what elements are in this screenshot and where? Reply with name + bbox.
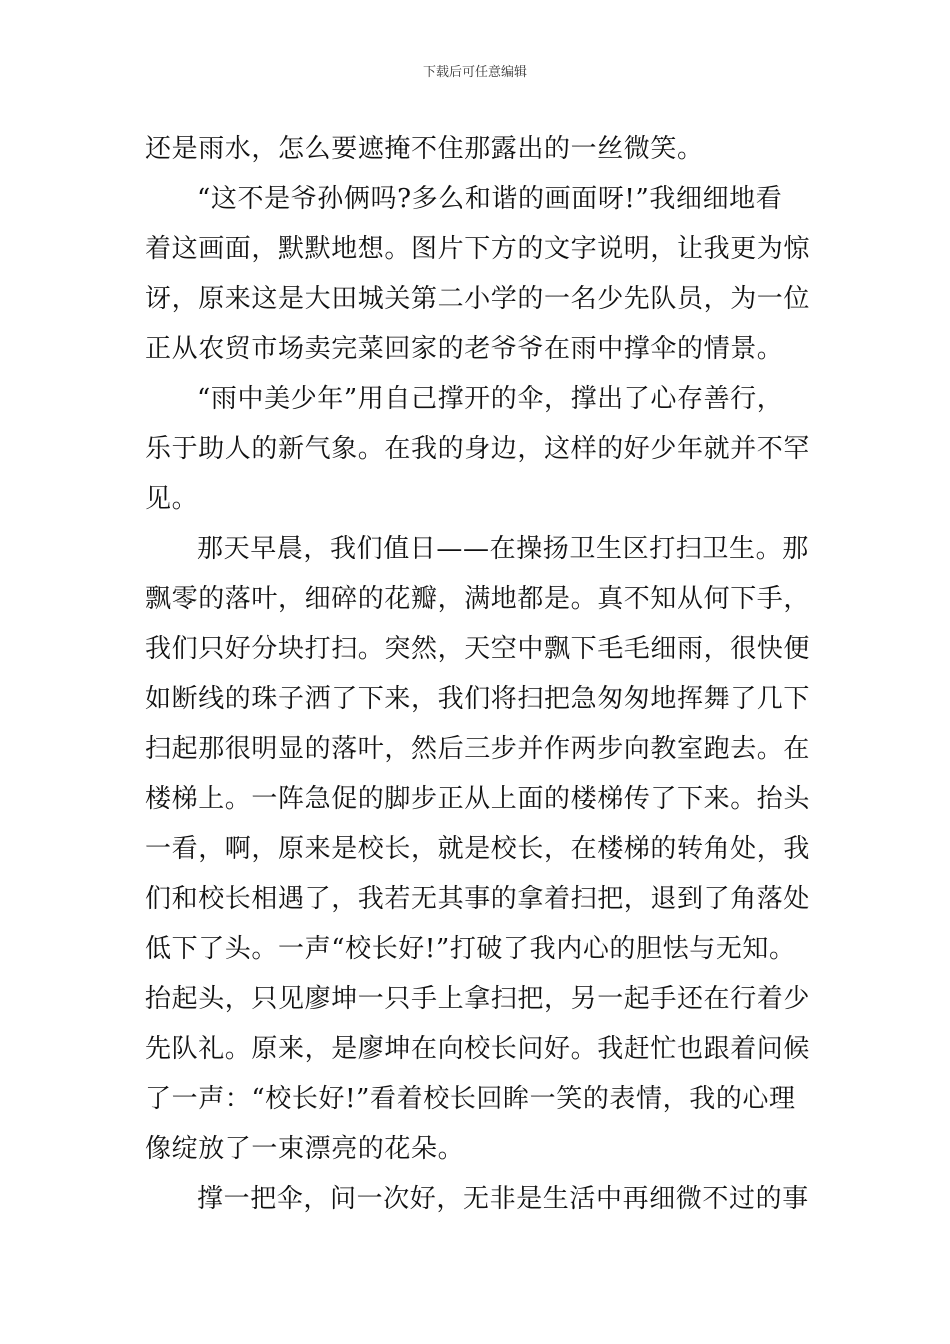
- text-line: 乐于助人的新气象。在我的身边，这样的好少年就并不罕: [145, 434, 811, 464]
- text-line: 正从农贸市场卖完菜回家的老爷爷在雨中撑伞的情景。: [145, 334, 784, 364]
- text-line: “这不是爷孙俩吗?多么和谐的画面呀!”我细细地看: [197, 184, 783, 214]
- text-line: “雨中美少年”用自己撑开的伞，撑出了心存善行，: [197, 384, 784, 414]
- text-line: 先队礼。原来，是廖坤在向校长问好。我赶忙也跟着问候: [145, 1034, 811, 1064]
- text-line: 着这画面，默默地想。图片下方的文字说明，让我更为惊: [145, 234, 811, 264]
- text-line: 还是雨水，怎么要遮掩不住那露出的一丝微笑。: [145, 134, 704, 164]
- text-line: 了一声：“校长好!”看着校长回眸一笑的表情，我的心理: [145, 1084, 796, 1114]
- text-line: 如断线的珠子洒了下来，我们将扫把急匆匆地挥舞了几下: [145, 684, 811, 714]
- text-line: 撑一把伞，问一次好，无非是生活中再细微不过的事: [197, 1184, 809, 1214]
- text-line: 讶，原来这是大田城关第二小学的一名少先队员，为一位: [145, 284, 811, 314]
- text-line: 飘零的落叶，细碎的花瓣，满地都是。真不知从何下手，: [145, 584, 811, 614]
- text-line: 那天早晨，我们值日——在操扬卫生区打扫卫生。那: [197, 534, 809, 564]
- document-body: [145, 124, 813, 1224]
- text-line: 楼梯上。一阵急促的脚步正从上面的楼梯传了下来。抬头: [145, 784, 811, 814]
- text-line: 抬起头，只见廖坤一只手上拿扫把，另一起手还在行着少: [145, 984, 811, 1014]
- text-line: 们和校长相遇了，我若无其事的拿着扫把，退到了角落处: [145, 884, 811, 914]
- text-line: 扫起那很明显的落叶，然后三步并作两步向教室跑去。在: [145, 734, 811, 764]
- text-line: 我们只好分块打扫。突然，天空中飘下毛毛细雨，很快便: [145, 634, 811, 664]
- text-line: 见。: [145, 484, 199, 514]
- text-line: 一看，啊，原来是校长，就是校长，在楼梯的转角处，我: [145, 834, 811, 864]
- page-header: 下载后可任意编辑: [422, 65, 527, 80]
- text-line: 像绽放了一束漂亮的花朵。: [145, 1134, 465, 1164]
- text-line: 低下了头。一声“校长好!”打破了我内心的胆怯与无知。: [145, 934, 796, 964]
